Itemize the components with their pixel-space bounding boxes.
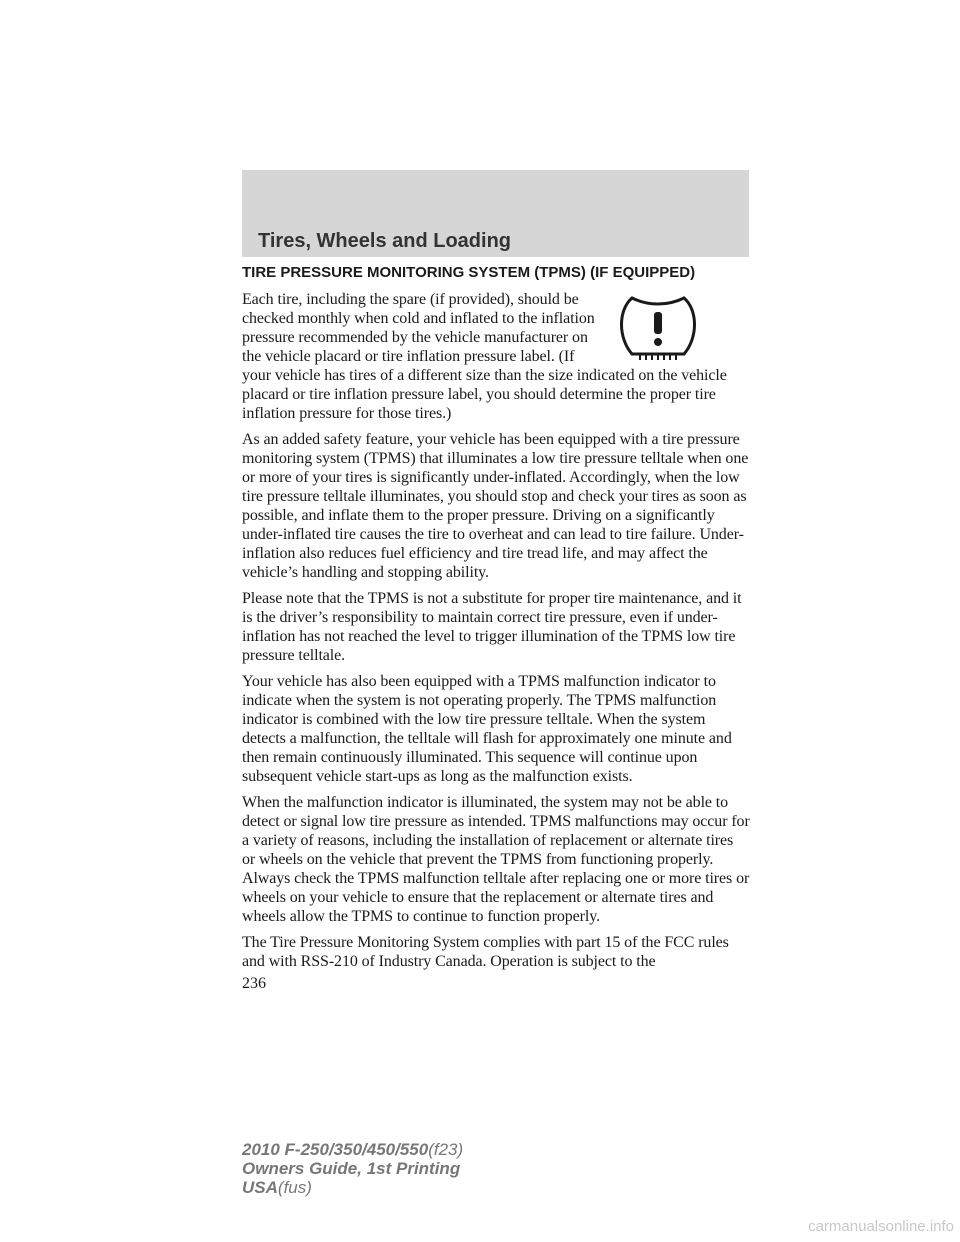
section-title: Tires, Wheels and Loading: [258, 230, 512, 252]
paragraph-tpms-maintenance: Please note that the TPMS is not a substitute for proper tire maintenance, and it is the driver’s responsibility to maintain correct tire pressure, even if under-inflation has not reached the level to trigger illumination of the TPMS low tire pressure telltale.: [242, 590, 742, 664]
page-number: 236: [242, 975, 266, 992]
page-content: [242, 262, 750, 978]
watermark: carmanualsonline.info: [808, 1218, 954, 1235]
tpms-warning-icon: [612, 294, 704, 360]
paragraph-tire-check: Each tire, including the spare (if provided), should be checked monthly when cold and inflated to the inflation pressure recommended by the vehicle manufacturer on the vehicle placard or tire inflation pressure label. (If your vehicle has tires of a different size than the size indicated on the vehicle placard or tire inflation pressure label, you should determine the proper tire inflation pressure for those tires.): [242, 291, 727, 422]
footer-print-info: [242, 1140, 463, 1197]
footer-line-printing: Owners Guide, 1st Printing: [242, 1159, 461, 1178]
footer-model-code: (f23): [428, 1140, 464, 1159]
paragraph-malfunction-indicator: Your vehicle has also been equipped with a TPMS malfunction indicator to indicate when the system is not operating properly. The TPMS malfunction indicator is combined with the low tire pressure telltale. When the system detects a malfunction, the telltale will flash for approximately one minute and then remain continuously illuminated. This sequence will continue upon subsequent vehicle start-ups as long as the malfunction exists.: [242, 673, 732, 785]
footer-line-region: [242, 1178, 463, 1197]
footer-line-model: [242, 1140, 463, 1159]
footer-model: 2010 F-250/350/450/550: [242, 1140, 429, 1159]
paragraph-fcc-compliance: The Tire Pressure Monitoring System complies with part 15 of the FCC rules and with RSS-210 of Industry Canada. Operation is subject to the: [242, 934, 729, 970]
footer-region: USA: [242, 1178, 278, 1197]
paragraph-malfunction-causes: When the malfunction indicator is illuminated, the system may not be able to detect or signal low tire pressure as intended. TPMS malfunctions may occur for a variety of reasons, including the installation of replacement or alternate tires or wheels on the vehicle that prevent the TPMS from functioning properly. Always check the TPMS malfunction telltale after replacing one or more tires or wheels on your vehicle to ensure that the replacement or alternate tires and wheels allow the TPMS to continue to function properly.: [242, 794, 750, 925]
subhead: TIRE PRESSURE MONITORING SYSTEM (TPMS) (IF EQUIPPED): [242, 264, 696, 281]
footer-region-code: (fus): [277, 1178, 312, 1197]
paragraph-tpms-safety: As an added safety feature, your vehicle has been equipped with a tire pressure monitoring system (TPMS) that illuminates a low tire pressure telltale when one or more of your tires is significantly under-inflated. Accordingly, when the low tire pressure telltale illuminates, you should stop and check your tires as soon as possible, and inflate them to the proper pressure. Driving on a significantly under-inflated tire causes the tire to overheat and can lead to tire failure. Under-inflation also reduces fuel efficiency and tire tread life, and may affect the vehicle’s handling and stopping ability.: [242, 431, 749, 581]
